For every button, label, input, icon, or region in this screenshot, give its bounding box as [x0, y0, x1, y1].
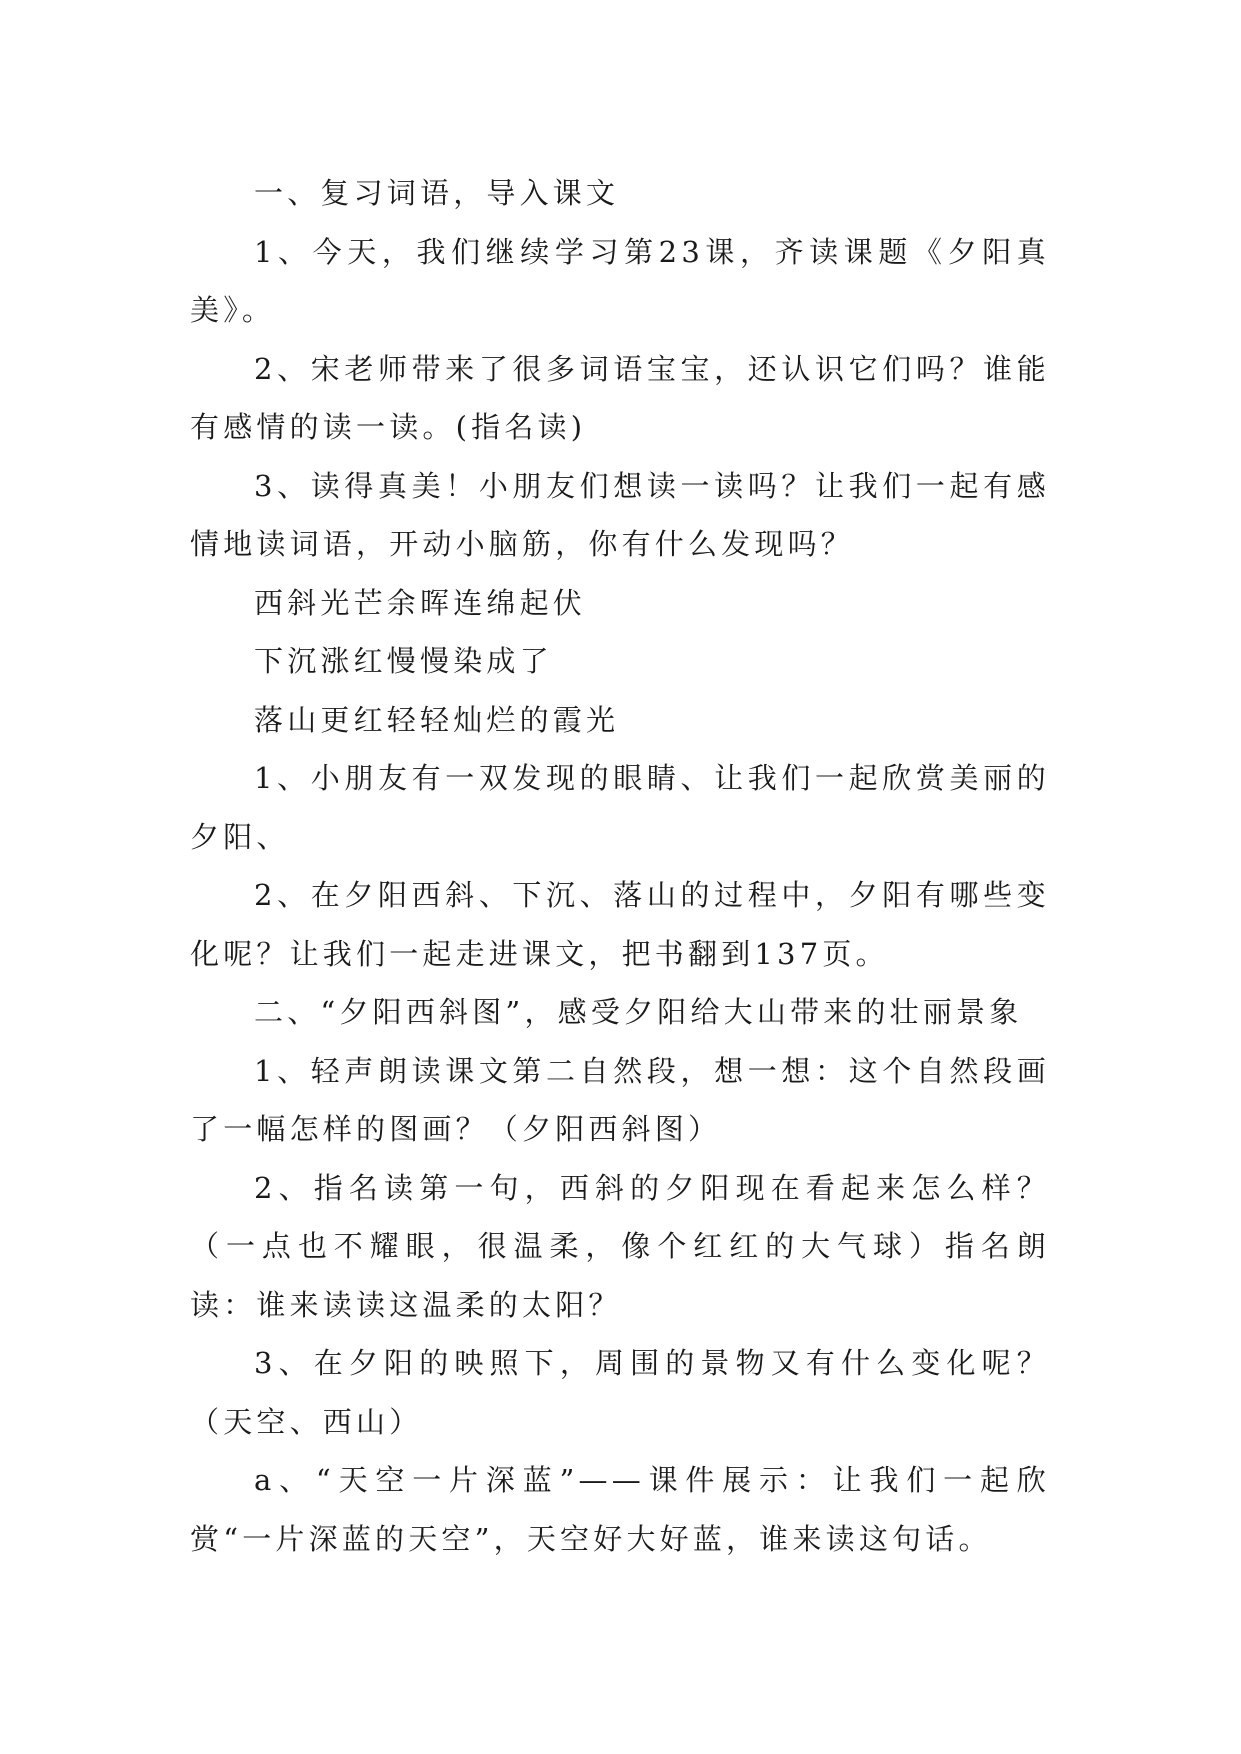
paragraph: 3、在夕阳的映照下，周围的景物又有什么变化呢？（天空、西山） — [190, 1346, 1050, 1439]
paragraph: 1、小朋友有一双发现的眼睛、让我们一起欣赏美丽的夕阳、 — [190, 761, 1050, 854]
paragraph: 3、读得真美！小朋友们想读一读吗？让我们一起有感情地读词语，开动小脑筋，你有什么发现吗？ — [190, 468, 1050, 561]
paragraph: 1、今天，我们继续学习第23课，齐读课题《夕阳真美》。 — [190, 234, 1050, 327]
paragraph: 2、指名读第一句，西斜的夕阳现在看起来怎么样？（一点也不耀眼，很温柔，像个红红的大气球）指名朗读：谁来读读这温柔的太阳？ — [190, 1170, 1050, 1322]
word-list-line: 西斜光芒余晖连绵起伏 — [254, 585, 587, 620]
word-list-line: 下沉涨红慢慢染成了 — [254, 644, 553, 678]
document-body — [190, 164, 1050, 1568]
paragraph: a、“天空一片深蓝”——课件展示：让我们一起欣赏“一片深蓝的天空”，天空好大好蓝，谁来读这句话。 — [190, 1463, 1050, 1556]
paragraph: 2、宋老师带来了很多词语宝宝，还认识它们吗？谁能有感情的读一读。(指名读) — [190, 351, 1050, 444]
word-list-line: 落山更红轻轻灿烂的霞光 — [254, 702, 620, 737]
paragraph: 1、轻声朗读课文第二自然段，想一想：这个自然段画了一幅怎样的图画？（夕阳西斜图） — [190, 1053, 1050, 1146]
section-heading-1: 一、复习词语，导入课文 — [254, 176, 620, 210]
section-heading-2: 二、“夕阳西斜图”，感受夕阳给大山带来的壮丽景象 — [254, 995, 1023, 1029]
paragraph: 2、在夕阳西斜、下沉、落山的过程中，夕阳有哪些变化呢？让我们一起走进课文，把书翻到137页。 — [190, 878, 1050, 971]
